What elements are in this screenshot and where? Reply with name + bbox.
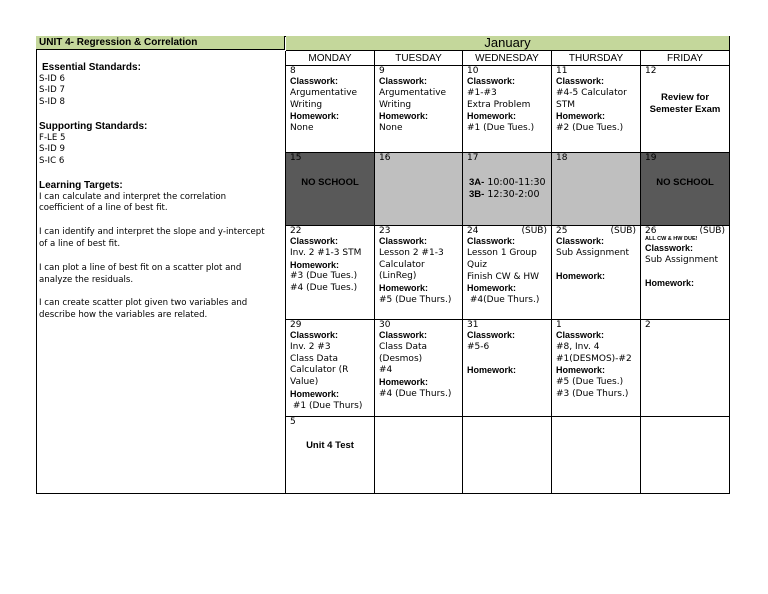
classwork-item: Calculator [379, 259, 425, 270]
homework-item: #5 (Due Thurs.) [379, 294, 452, 305]
day-cell-jan-12 [640, 66, 729, 153]
homework-item: #3 (Due Thurs.) [556, 388, 629, 399]
classwork-label: Classwork: [556, 330, 605, 340]
homework-item: #4 (Due Tues.) [290, 283, 358, 294]
classwork-label: Classwork: [467, 76, 516, 86]
date-number: 24 [467, 226, 479, 236]
classwork-label: Classwork: [290, 330, 339, 340]
calendar-page [36, 36, 730, 494]
classwork-label: Classwork: [645, 243, 694, 253]
learning-target: of a line of best fit. [39, 238, 121, 249]
classwork-item: Lesson 1 Group [467, 248, 537, 258]
day-cell-feb-1 [551, 320, 640, 417]
date-number: 31 [467, 320, 479, 330]
homework-label: Homework: [556, 365, 606, 376]
day-cell-jan-18 [551, 153, 640, 226]
exam-period-label: 3A- [469, 177, 485, 188]
day-header-monday: MONDAY [285, 51, 374, 66]
classwork-item: Calculator (R [290, 365, 349, 376]
day-header-thursday: THURSDAY [551, 51, 640, 66]
classwork-item: Class Data [290, 353, 339, 364]
homework-item: #3 (Due Tues.) [290, 271, 358, 282]
homework-item: #1 (Due Thurs) [290, 400, 363, 411]
exam-period-label: 3B- [469, 189, 485, 200]
supporting-standard: S-IC 6 [39, 156, 65, 167]
day-cell-feb-2 [640, 320, 729, 417]
exam-time: 12:30-2:00 [487, 189, 540, 200]
classwork-label: Classwork: [379, 330, 428, 340]
essential-standard: S-ID 6 [39, 73, 65, 84]
homework-label: Homework: [290, 111, 340, 122]
homework-item: #4(Due Thurs.) [467, 295, 540, 306]
sub-badge: (SUB) [610, 226, 636, 236]
homework-label: Homework: [467, 111, 517, 122]
classwork-item: #5-6 [467, 341, 490, 352]
classwork-item: Inv. 2 #3 [290, 341, 331, 352]
sub-badge: (SUB) [699, 226, 725, 236]
day-header-wednesday: WEDNESDAY [462, 51, 551, 66]
date-number: 11 [556, 66, 568, 76]
date-number: 19 [645, 153, 657, 163]
date-number: 22 [290, 226, 302, 236]
day-cell-jan-9 [374, 66, 462, 153]
day-cell-feb-5 [285, 417, 374, 493]
classwork-item: #4 [379, 365, 393, 376]
day-cell-jan-19 [640, 153, 729, 226]
homework-label: Homework: [290, 259, 340, 270]
date-number: 16 [379, 153, 391, 163]
classwork-label: Classwork: [467, 236, 516, 246]
homework-item: #2 (Due Tues.) [556, 123, 624, 134]
date-number: 1 [556, 320, 562, 330]
classwork-item: Finish CW & HW [467, 271, 540, 282]
day-cell-jan-15 [285, 153, 374, 226]
exam-schedule [469, 177, 546, 201]
unit-title: UNIT 4- Regression & Correlation [36, 36, 285, 50]
day-cell-empty [640, 417, 729, 493]
classwork-item: Writing [290, 99, 323, 110]
classwork-item: Inv. 2 #1-3 STM [290, 247, 362, 258]
classwork-label: Classwork: [467, 330, 516, 340]
date-number: 8 [290, 66, 296, 76]
classwork-item: (Desmos) [379, 353, 423, 364]
classwork-item: Argumentative [290, 87, 358, 98]
date-number: 9 [379, 66, 385, 76]
classwork-item: Quiz [467, 259, 488, 270]
homework-label: Homework: [290, 388, 340, 399]
standards-sidebar [39, 62, 283, 322]
date-number: 25 [556, 226, 568, 236]
homework-item: None [379, 123, 403, 134]
classwork-item: Sub Assignment [556, 247, 629, 258]
learning-target: I can create scatter plot given two variables and [39, 298, 248, 309]
learning-target: analyze the residuals. [39, 274, 134, 285]
day-cell-jan-31 [462, 320, 551, 417]
day-header-friday: FRIDAY [640, 51, 729, 66]
day-cell-empty [551, 417, 640, 493]
day-cell-jan-25 [551, 226, 640, 320]
no-school-label: NO SCHOOL [301, 177, 359, 188]
homework-item: #4 (Due Thurs.) [379, 388, 452, 399]
day-cell-jan-23 [374, 226, 462, 320]
day-cell-jan-10 [462, 66, 551, 153]
date-number: 18 [556, 153, 568, 163]
classwork-item: STM [556, 99, 575, 110]
homework-label: Homework: [379, 283, 429, 294]
no-school-label: NO SCHOOL [656, 177, 714, 188]
exam-time: 10:00-11:30 [487, 177, 546, 188]
unit-test-label: Unit 4 Test [306, 440, 354, 451]
classwork-item: #4-5 Calculator [556, 87, 627, 98]
day-cell-jan-22 [285, 226, 374, 320]
classwork-item: #1-#3 [467, 87, 497, 98]
day-cell-jan-11 [551, 66, 640, 153]
date-number: 2 [645, 320, 651, 330]
classwork-item: Class Data [379, 341, 428, 352]
date-number: 26 [645, 226, 657, 236]
homework-label: Homework: [467, 364, 517, 375]
date-number: 10 [467, 66, 479, 76]
day-header-tuesday: TUESDAY [374, 51, 462, 66]
classwork-label: Classwork: [379, 76, 428, 86]
classwork-item: Extra Problem [467, 99, 531, 110]
homework-label: Homework: [379, 111, 429, 122]
homework-label: Homework: [556, 111, 606, 122]
date-number: 5 [290, 417, 296, 427]
homework-item: None [290, 123, 314, 134]
month-header: January [286, 36, 729, 51]
classwork-item: Value) [290, 377, 319, 388]
day-cell-jan-17 [462, 153, 551, 226]
classwork-item: #1(DESMOS)-#2 [556, 353, 632, 364]
homework-label: Homework: [556, 270, 606, 281]
classwork-item: (LinReg) [379, 271, 417, 282]
learning-target: I can calculate and interpret the correlation [39, 191, 227, 202]
day-cell-empty [374, 417, 462, 493]
learning-targets-heading: Learning Targets: [39, 179, 123, 191]
classwork-item: #8, Inv. 4 [556, 341, 600, 352]
day-cell-jan-8 [285, 66, 374, 153]
day-cell-jan-26 [640, 226, 729, 320]
day-cell-jan-30 [374, 320, 462, 417]
day-cell-jan-29 [285, 320, 374, 417]
classwork-item: Argumentative [379, 87, 447, 98]
classwork-label: Classwork: [556, 236, 605, 246]
date-number: 15 [290, 153, 302, 163]
homework-label: Homework: [467, 283, 517, 294]
classwork-item: Sub Assignment [645, 254, 718, 265]
day-cell-empty [462, 417, 551, 493]
date-number: 17 [467, 153, 479, 163]
homework-item: #1 (Due Tues.) [467, 123, 535, 134]
date-number: 30 [379, 320, 391, 330]
homework-item: #5 (Due Tues.) [556, 377, 624, 388]
essential-standards-heading: Essential Standards: [42, 62, 141, 73]
classwork-label: Classwork: [379, 236, 428, 246]
supporting-standards-heading: Supporting Standards: [39, 120, 148, 132]
learning-target: coefficient of a line of best fit. [39, 203, 168, 214]
due-note: ALL CW & HW DUE! [645, 236, 698, 242]
learning-target: I can plot a line of best fit on a scatter plot and [39, 262, 242, 273]
classwork-item: Lesson 2 #1-3 [379, 247, 444, 258]
supporting-standard: S-ID 9 [39, 144, 65, 155]
learning-target: describe how the variables are related. [39, 310, 208, 321]
sub-badge: (SUB) [521, 226, 547, 236]
day-cell-jan-24 [462, 226, 551, 320]
review-note: Review for Semester Exam [649, 92, 721, 115]
classwork-item: Writing [379, 99, 412, 110]
day-cell-jan-16 [374, 153, 462, 226]
classwork-label: Classwork: [290, 236, 339, 246]
homework-label: Homework: [645, 277, 695, 288]
essential-standard: S-ID 8 [39, 97, 65, 108]
date-number: 29 [290, 320, 302, 330]
classwork-label: Classwork: [556, 76, 605, 86]
learning-target: I can identify and interpret the slope and y-intercept [39, 227, 265, 238]
essential-standard: S-ID 7 [39, 85, 65, 96]
date-number: 23 [379, 226, 391, 236]
classwork-label: Classwork: [290, 76, 339, 86]
date-number: 12 [645, 66, 657, 76]
supporting-standard: F-LE 5 [39, 132, 66, 143]
homework-label: Homework: [379, 377, 429, 388]
